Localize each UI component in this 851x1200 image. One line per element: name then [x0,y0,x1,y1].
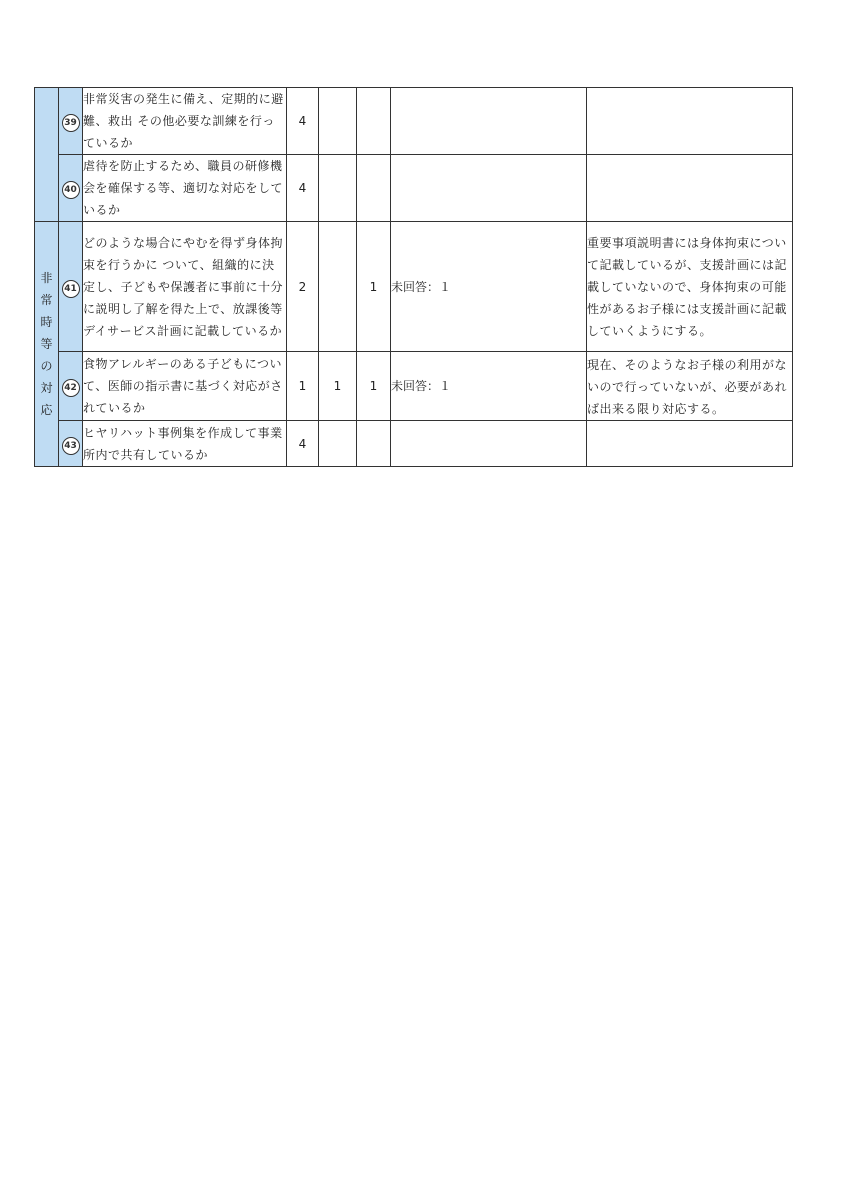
category-char: 等 [40,337,53,351]
category-label [35,222,59,467]
category-char: 応 [40,403,53,417]
answer-yes-count: 4 [287,155,319,222]
question-text: 食物アレルギーのある子どもについて、医師の指示書に基づく対応がされているか [83,352,287,421]
response-cell: 重要事項説明書には身体拘束について記載しているが、支援計画には記載していないので、身体拘束の可能性があるお子様には支援計画に記載していくようにする。 [587,222,793,352]
comment-cell [391,155,587,222]
answer-yes-count: 2 [287,222,319,352]
comment-cell: 未回答：１ [391,352,587,421]
answer-unknown-count: 1 [319,352,357,421]
answer-yes-count: 1 [287,352,319,421]
item-number: 42 [59,352,83,421]
item-number: 40 [59,155,83,222]
answer-no-count: 1 [357,222,391,352]
item-number: 41 [59,222,83,352]
response-cell [587,88,793,155]
item-number: 43 [59,421,83,467]
answer-unknown-count [319,88,357,155]
comment-cell: 未回答：１ [391,222,587,352]
answer-unknown-count [319,421,357,467]
table-row [35,222,793,352]
evaluation-table [34,87,793,467]
answer-no-count [357,155,391,222]
answer-yes-count: 4 [287,421,319,467]
response-cell [587,421,793,467]
table-row [35,352,793,421]
answer-no-count: 1 [357,352,391,421]
category-char: 対 [40,381,53,395]
table-row [35,421,793,467]
question-text: どのような場合にやむを得ず身体拘束を行うかに ついて、組織的に決定し、子どもや保護者に事前に十分に説明し了解を得た上で、放課後等デイサービス計画に記載しているか [83,222,287,352]
answer-unknown-count [319,222,357,352]
category-char: 非 [40,271,53,285]
question-text: 虐待を防止するため、職員の研修機会を確保する等、適切な対応をしているか [83,155,287,222]
category-char: の [40,359,53,373]
category-char: 時 [40,315,53,329]
category-vertical-text [35,267,58,421]
category-cell-top [35,88,59,222]
table-row [35,155,793,222]
category-char: 常 [40,293,53,307]
table-row [35,88,793,155]
response-cell: 現在、そのようなお子様の利用がないので行っていないが、必要があれば出来る限り対応する。 [587,352,793,421]
answer-unknown-count [319,155,357,222]
answer-yes-count: 4 [287,88,319,155]
item-number: 39 [59,88,83,155]
comment-cell [391,88,587,155]
question-text: 非常災害の発生に備え、定期的に避難、救出 その他必要な訓練を行っているか [83,88,287,155]
answer-no-count [357,88,391,155]
comment-cell [391,421,587,467]
answer-no-count [357,421,391,467]
question-text: ヒヤリハット事例集を作成して事業所内で共有しているか [83,421,287,467]
response-cell [587,155,793,222]
